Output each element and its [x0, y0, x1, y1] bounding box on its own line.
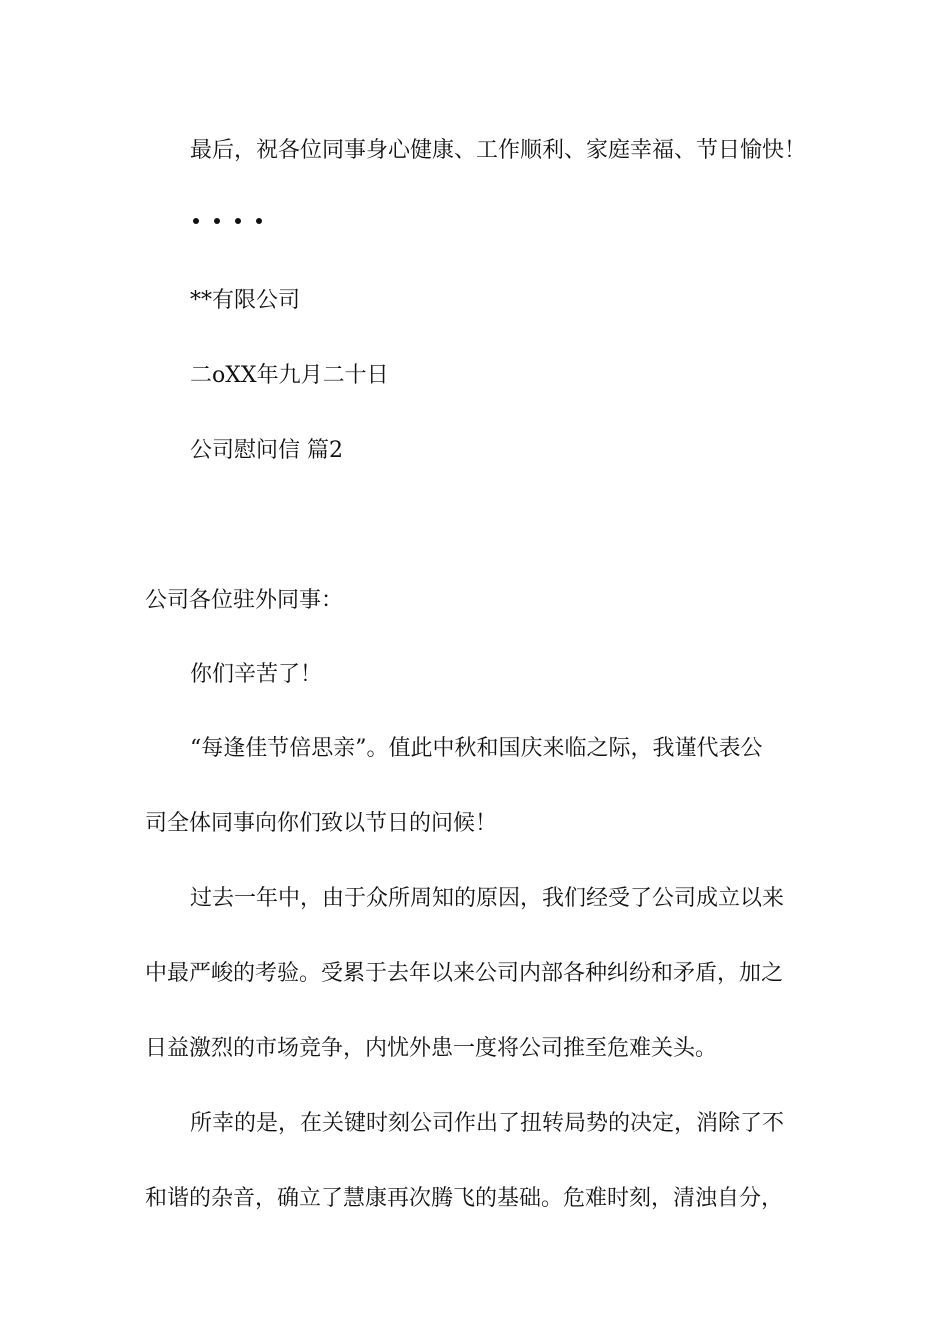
dot-icon: [214, 218, 220, 224]
closing-wish: 最后，祝各位同事身心健康、工作顺利、家庭幸福、节日愉快！: [190, 138, 807, 163]
body-line: 过去一年中，由于众所周知的原因，我们经受了公司成立以来: [190, 886, 785, 911]
body-line: 所幸的是，在关键时刻公司作出了扭转局势的决定，消除了不: [190, 1111, 785, 1136]
letter-date: 二oXX年九月二十日: [190, 363, 389, 388]
body-line: 日益激烈的市场竞争，内忧外患一度将公司推至危难关头。: [145, 1036, 718, 1061]
ellipsis-dots: [193, 218, 262, 224]
dot-icon: [193, 218, 199, 224]
body-line: “每逢佳节倍思亲”。值此中秋和国庆来临之际，我谨代表公: [190, 736, 763, 761]
body-line: 中最严峻的考验。受累于去年以来公司内部各种纠纷和矛盾，加之: [145, 961, 784, 986]
company-name: **有限公司: [190, 288, 301, 313]
salutation: 公司各位驻外同事：: [145, 588, 344, 613]
dot-icon: [256, 218, 262, 224]
section-title: 公司慰问信 篇2: [190, 438, 343, 463]
body-line: 司全体同事向你们致以节日的问候！: [145, 811, 498, 836]
dot-icon: [235, 218, 241, 224]
body-line: 和谐的杂音，确立了慧康再次腾飞的基础。危难时刻，清浊自分，: [145, 1186, 784, 1211]
greeting: 你们辛苦了！: [190, 662, 323, 687]
